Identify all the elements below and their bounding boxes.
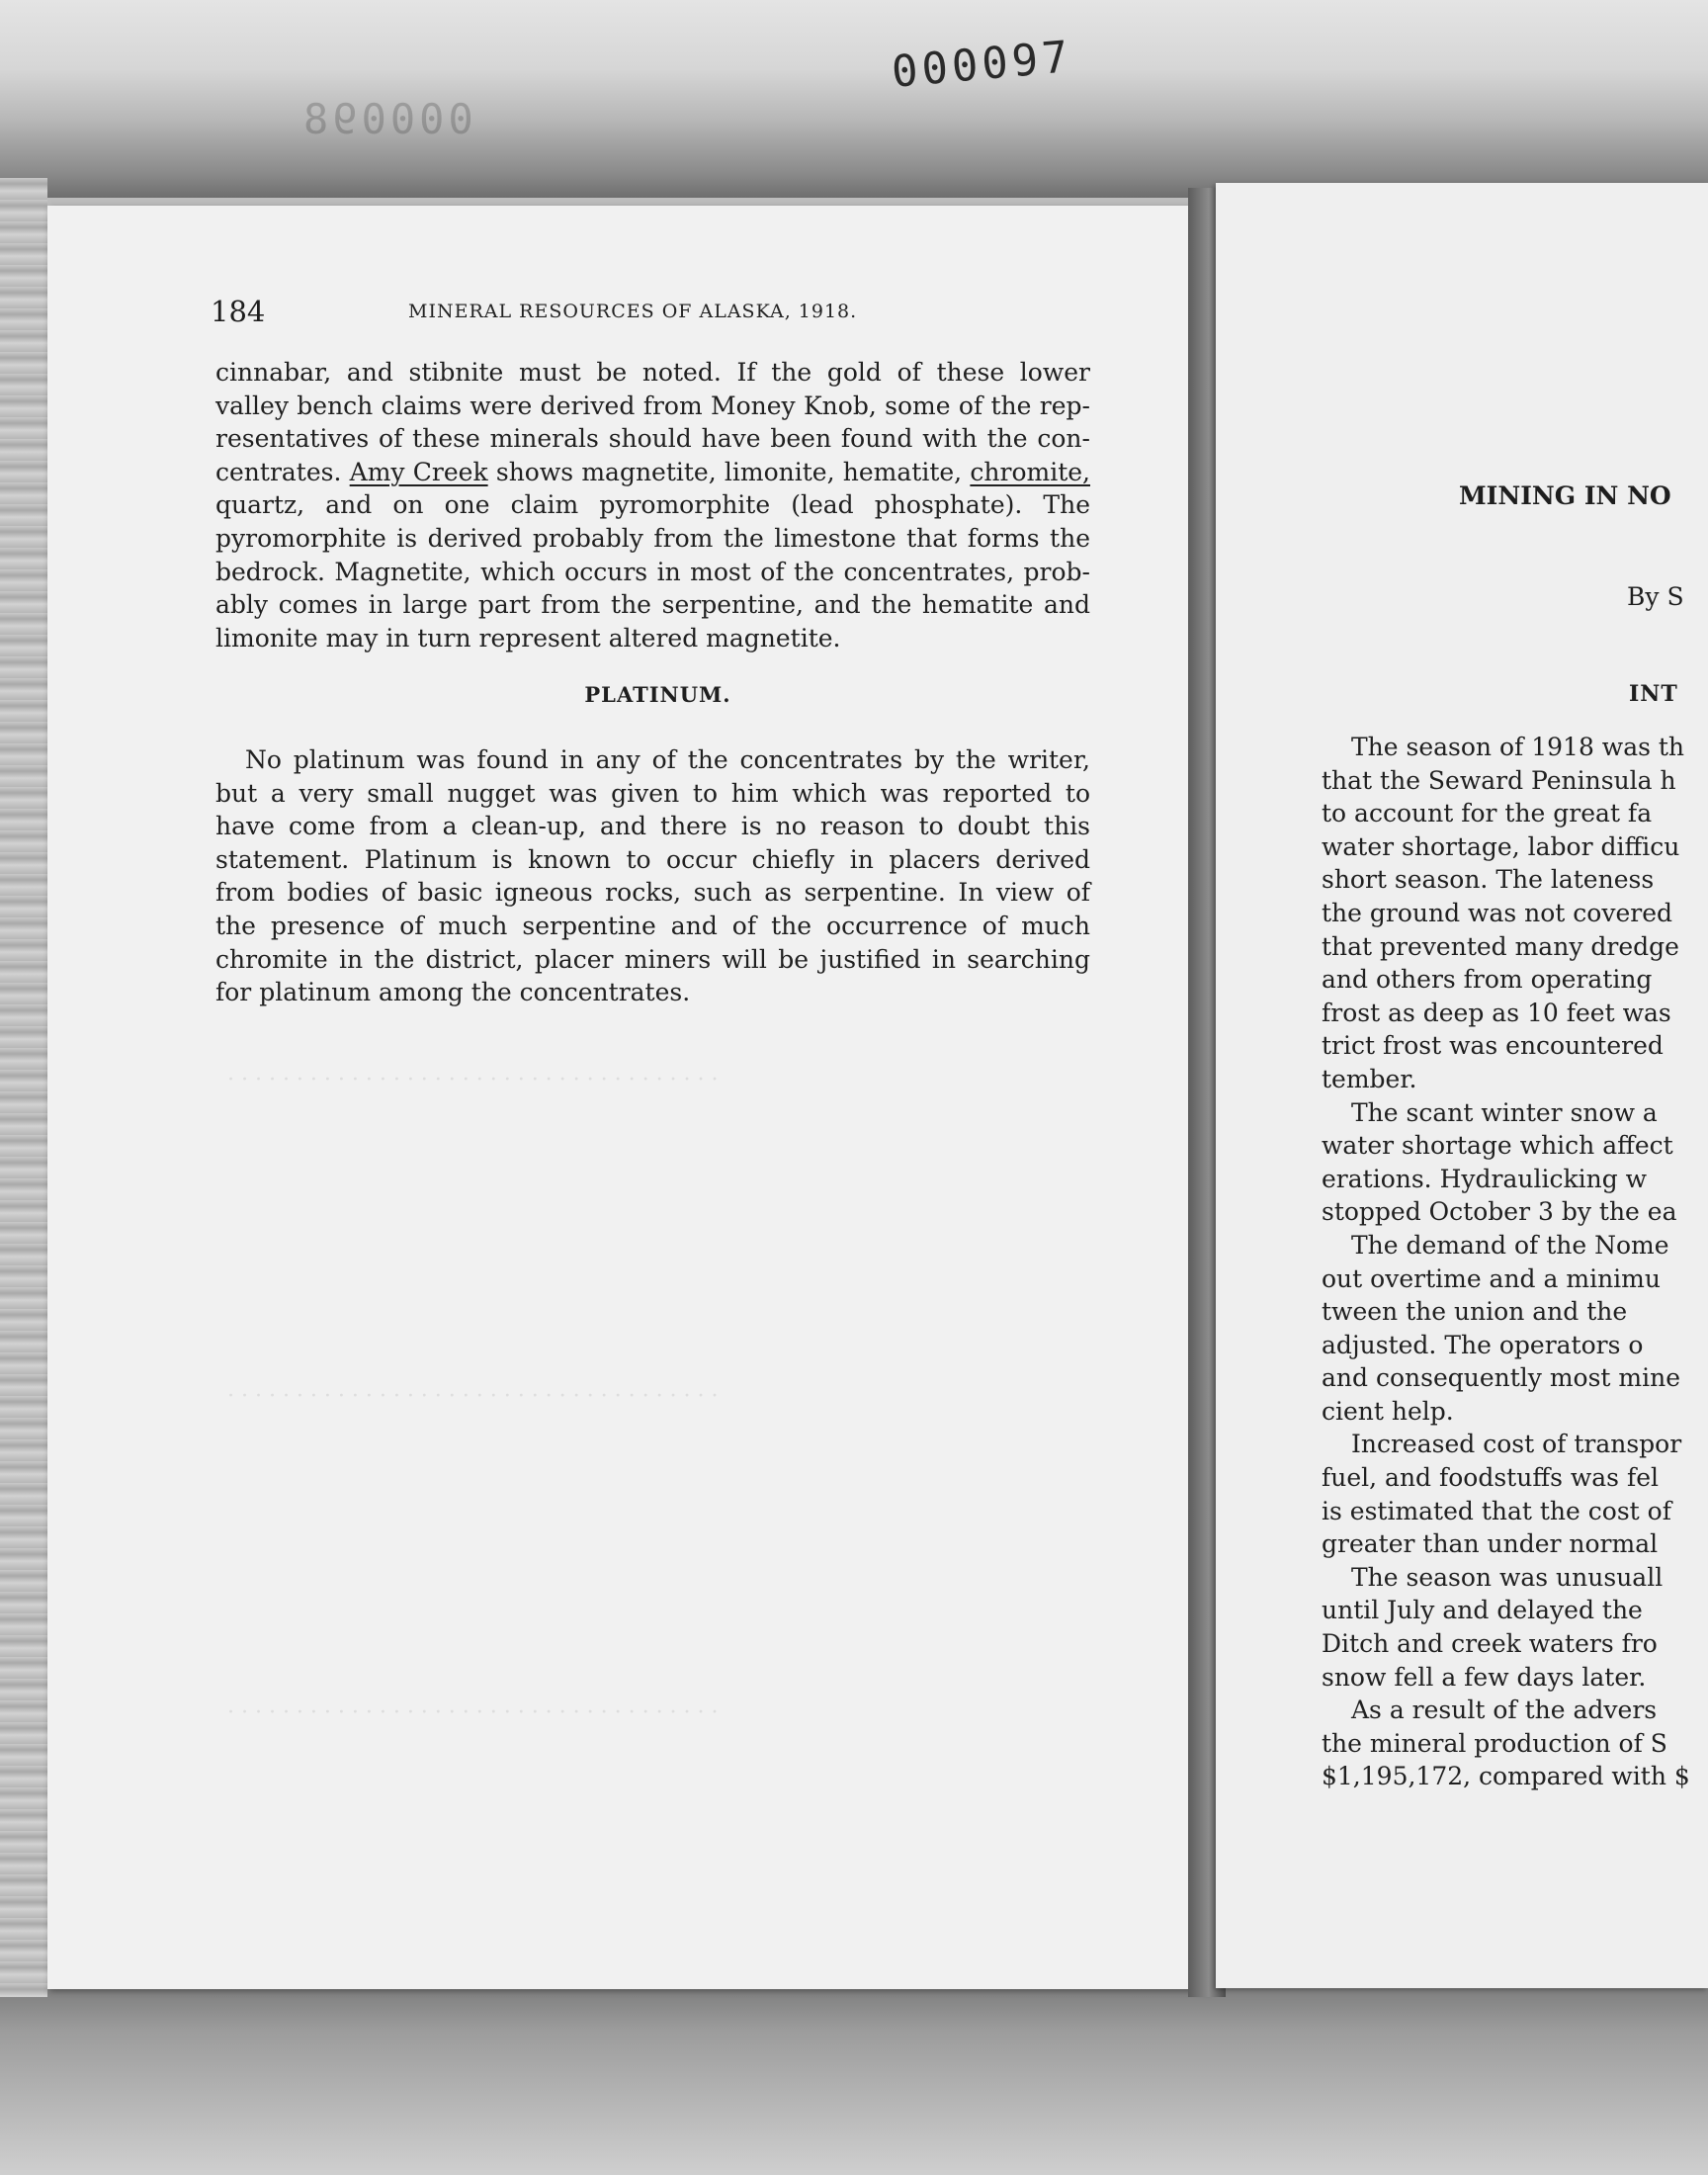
author-byline: By S [1627, 582, 1684, 611]
text-line: but a very small nugget was given to him which was reported to [215, 778, 1090, 808]
bleed-through-text: · · · · · · · · · · · · · · · · · · · · · · · · · · · · · · · · · · · · [227, 1700, 719, 1725]
text-line: to account for the great fa [1322, 799, 1653, 828]
ghost-stamp-number: 000098 [299, 95, 473, 143]
text-line: erations. Hydraulicking w [1322, 1164, 1648, 1193]
text-line: that the Seward Peninsula h [1322, 765, 1676, 795]
text-line: the presence of much serpentine and of the occurrence of much [215, 911, 1090, 940]
bleed-through-text: · · · · · · · · · · · · · · · · · · · · · · · · · · · · · · · · · · · · [227, 1068, 719, 1092]
text-line: have come from a clean-up, and there is no reason to doubt this [215, 812, 1090, 841]
underlined-amy-creek: Amy Creek [349, 457, 488, 486]
text-line: Ditch and creek waters fro [1322, 1629, 1658, 1659]
text-line: cinnabar, and stibnite must be noted. If the gold of these lower [215, 358, 1090, 387]
underlined-chromite: chromite, [970, 457, 1090, 486]
text-line: and others from operating [1322, 965, 1653, 995]
text-line: adjusted. The operators o [1322, 1330, 1644, 1359]
text-line: the ground was not covered [1322, 898, 1672, 927]
text-line: bedrock. Magnetite, which occurs in most of the concentrates, prob- [215, 557, 1090, 586]
text-line: short season. The lateness [1322, 865, 1655, 895]
section-heading-platinum: PLATINUM. [584, 682, 731, 707]
text-line: trict frost was encountered [1322, 1031, 1664, 1061]
text-line: until July and delayed the [1322, 1596, 1643, 1625]
paragraph-minerals [215, 356, 1090, 654]
text-line: As a result of the advers [1351, 1696, 1658, 1725]
text-line: tween the union and the [1322, 1297, 1628, 1327]
text-line: ably comes in large part from the serpentine, and the hematite and [215, 590, 1090, 620]
scan-top-edge [0, 0, 1708, 198]
text-fragment: centrates. [215, 457, 342, 486]
text-line: limonite may in turn represent altered magnetite. [215, 623, 841, 652]
text-line: chromite in the district, placer miners will be justified in searching [215, 944, 1090, 974]
text-line: from bodies of basic igneous rocks, such as serpentine. In view of [215, 878, 1090, 908]
text-line: statement. Platinum is known to occur chiefly in placers derived [215, 844, 1090, 874]
introduction-heading: INT [1629, 681, 1678, 707]
text-line: cient help. [1322, 1396, 1454, 1426]
text-line: water shortage which affect [1322, 1131, 1673, 1161]
text-line: quartz, and on one claim pyromorphite (lead phosphate). The [215, 490, 1090, 520]
text-line: The season was unusuall [1351, 1562, 1664, 1592]
right-page [1216, 183, 1708, 1988]
text-line: stopped October 3 by the ea [1322, 1197, 1677, 1227]
text-line: The season of 1918 was th [1351, 733, 1685, 761]
text-line: The demand of the Nome [1351, 1230, 1669, 1260]
text-line: and consequently most mine [1322, 1363, 1681, 1393]
scan-left-edge [0, 178, 47, 1997]
text-line: The scant winter snow a [1351, 1097, 1658, 1127]
paragraph-platinum [215, 743, 1090, 1009]
text-line: Increased cost of transpor [1351, 1430, 1682, 1459]
text-line: tember. [1322, 1064, 1417, 1093]
right-page-body [1322, 731, 1708, 1793]
text-line: the mineral production of S [1322, 1728, 1667, 1758]
text-line: frost as deep as 10 feet was [1322, 998, 1671, 1027]
text-line: valley bench claims were derived from Money Knob, some of the rep- [215, 391, 1090, 420]
chapter-title: MINING IN NO [1459, 481, 1671, 510]
text-line: greater than under normal [1322, 1529, 1659, 1559]
text-line: $1,195,172, compared with $ [1322, 1762, 1690, 1791]
text-line: that prevented many dredge [1322, 931, 1679, 961]
running-head: MINERAL RESOURCES OF ALASKA, 1918. [408, 301, 858, 322]
document-stamp-number: 000097 [890, 32, 1074, 98]
bleed-through-text: · · · · · · · · · · · · · · · · · · · · · · · · · · · · · · · · · · · · [227, 1384, 719, 1409]
text-line: resentatives of these minerals should have been found with the con- [215, 424, 1090, 454]
scan-bottom-edge [0, 1982, 1708, 2175]
text-line: No platinum was found in any of the concentrates by the writer, [245, 745, 1090, 774]
text-line: snow fell a few days later. [1322, 1662, 1647, 1692]
text-fragment: shows magnetite, limonite, hematite, [495, 457, 963, 486]
text-line: for platinum among the concentrates. [215, 978, 691, 1007]
page-number: 184 [211, 295, 266, 328]
text-line: water shortage, labor difficu [1322, 831, 1680, 861]
text-line: pyromorphite is derived probably from the limestone that forms the [215, 523, 1090, 553]
text-line: fuel, and foodstuffs was fel [1322, 1463, 1659, 1493]
text-line: is estimated that the cost of [1322, 1496, 1671, 1525]
text-line [215, 456, 1090, 489]
text-line: out overtime and a minimu [1322, 1263, 1661, 1293]
